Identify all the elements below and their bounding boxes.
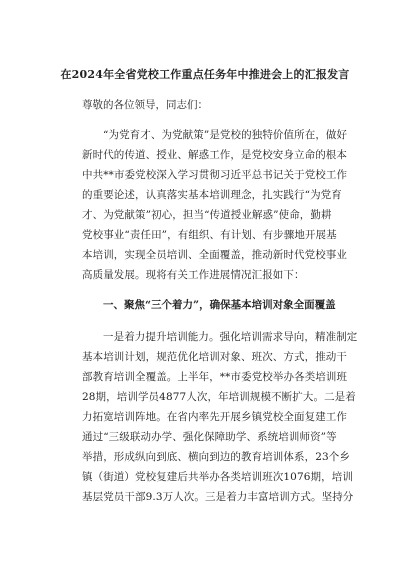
paragraph-line: 基层党员干部9.3万人次。三是着力丰富培训方式。坚持分 <box>82 491 354 503</box>
paragraph-line: 部教育培训全覆盖。上半年，**市委党校举办各类培训班 <box>82 371 348 383</box>
paragraph-line: 力拓宽培训阵地。在省内率先开展乡镇党校全面复建工作 <box>82 411 347 423</box>
paragraph-line: 本培训，实现全员培训、全面覆盖，推动新时代党校事业 <box>82 249 347 261</box>
greeting-line: 尊敬的各位领导，同志们： <box>82 99 208 111</box>
paragraph-line: 高质量发展。现将有关工作进展情况汇报如下： <box>82 269 305 281</box>
paragraph-line: 28期，培训学员4877人次，年培训规模不断扩大。二是着 <box>82 391 356 403</box>
paragraph-line: 镇（街道）党校复建后共举办各类培训班次1076期，培训 <box>82 471 353 483</box>
paragraph-line: 举措，形成纵向到底、横向到边的教育培训体系，23个乡 <box>82 451 350 463</box>
paragraph-line: 新时代的传道、授业、解惑工作，是党校安身立命的根本 <box>82 149 347 161</box>
paragraph-line: 的重要论述，认真落实基本培训理念，扎实践行“为党育 <box>82 189 342 201</box>
document-title: 在2024年全省党校工作重点任务年中推进会上的汇报发言 <box>60 68 350 81</box>
paragraph-line: 一是着力提升培训能力。强化培训需求导向，精准制定 <box>103 331 358 343</box>
paragraph-line: 才、为党献策”初心，担当“传道授业解惑”使命，勤耕 <box>82 209 332 221</box>
paragraph-line: “为党育才、为党献策”是党校的独特价值所在，做好 <box>103 129 348 141</box>
paragraph-line: 党校事业“责任田”，有组织、有计划、有步骤地开展基 <box>82 229 337 241</box>
paragraph-line: 中共**市委党校深入学习贯彻习近平总书记关于党校工作 <box>82 169 348 181</box>
section-heading: 一、聚焦“三个着力”，确保基本培训对象全面覆盖 <box>103 299 336 311</box>
paragraph-line: 基本培训计划，规范优化培训对象、班次、方式，推动干 <box>82 351 347 363</box>
paragraph-line: 通过“三级联动办学、强化保障助学、系统培训师资”等 <box>82 431 337 443</box>
